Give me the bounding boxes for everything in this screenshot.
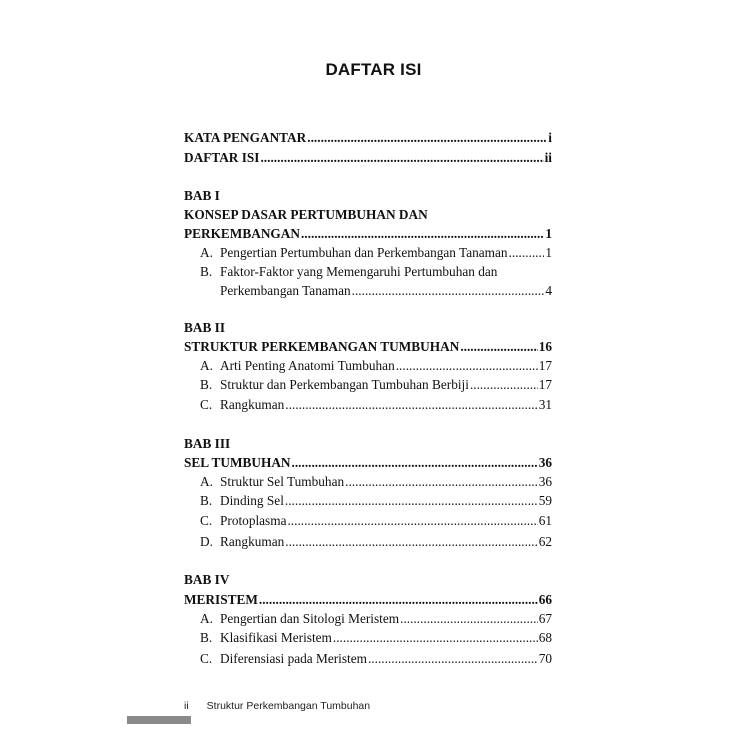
toc-page-number: 59	[538, 493, 552, 508]
leader-dots	[285, 532, 537, 552]
leader-dots	[345, 472, 538, 492]
toc-page-number: 36	[538, 455, 552, 470]
leader-dots	[396, 356, 538, 376]
toc-entry-text: MERISTEM	[184, 592, 258, 607]
toc-entry-text: Struktur Sel Tumbuhan	[220, 474, 345, 489]
toc-entry-text: Rangkuman	[220, 534, 285, 549]
toc-page-number: 16	[538, 339, 552, 354]
toc-subentry[interactable]	[200, 532, 552, 552]
subentry-letter: C.	[200, 651, 213, 666]
leader-dots	[368, 649, 538, 669]
toc-page-number: i	[548, 130, 552, 145]
toc-subentry[interactable]	[200, 262, 552, 282]
toc-entry-text: SEL TUMBUHAN	[184, 455, 291, 470]
toc-entry-bab4[interactable]	[184, 590, 552, 610]
page-title: DAFTAR ISI	[325, 60, 422, 79]
subentry-letter: A.	[200, 358, 213, 373]
toc-entry-text: Arti Penting Anatomi Tumbuhan	[220, 358, 395, 373]
toc-subentry[interactable]	[200, 472, 552, 492]
leader-dots	[287, 511, 537, 531]
toc-entry-text: Faktor-Faktor yang Memengaruhi Pertumbuhan dan	[220, 264, 498, 279]
leader-dots	[400, 609, 538, 629]
toc-entry-text: Pengertian Pertumbuhan dan Perkembangan Tanaman	[220, 245, 508, 260]
toc-entry-text: Struktur dan Perkembangan Tumbuhan Berbiji	[220, 377, 469, 392]
subentry-letter: C.	[200, 513, 213, 528]
subentry-letter: C.	[200, 397, 213, 412]
toc-subentry[interactable]	[200, 356, 552, 376]
toc-entry-text: Pengertian dan Sitologi Meristem	[220, 611, 400, 626]
toc-subentry[interactable]	[200, 395, 552, 415]
leader-dots	[285, 491, 538, 511]
toc-page-number: 31	[538, 397, 552, 412]
toc-entry-daftar-isi[interactable]	[184, 148, 552, 168]
toc-entry-text: Dinding Sel	[220, 493, 284, 508]
leader-dots	[259, 590, 538, 610]
toc-entry-bab3[interactable]	[184, 453, 552, 473]
toc-page-number: 61	[538, 513, 552, 528]
toc-page-number: 36	[538, 474, 552, 489]
leader-dots	[292, 453, 538, 473]
toc-entry-bab1[interactable]	[184, 224, 552, 244]
toc-entry-bab2[interactable]	[184, 337, 552, 357]
subentry-letter: A.	[200, 245, 213, 260]
toc-subentry[interactable]	[200, 511, 552, 531]
toc-entry-text: Rangkuman	[220, 397, 285, 412]
toc-entry-text: PERKEMBANGAN	[184, 226, 300, 241]
chapter-label: BAB III	[184, 436, 231, 451]
leader-dots	[307, 128, 547, 148]
toc-entry-text: STRUKTUR PERKEMBANGAN TUMBUHAN	[184, 339, 460, 354]
chapter-label: BAB II	[184, 320, 226, 335]
leader-dots	[509, 243, 545, 263]
toc-page-number: 62	[538, 534, 552, 549]
toc-entry-text: KATA PENGANTAR	[184, 130, 307, 145]
toc-page-number: ii	[544, 150, 552, 165]
leader-dots	[460, 337, 537, 357]
toc-subentry[interactable]	[200, 491, 552, 511]
footer-page-number: ii	[184, 700, 189, 712]
toc-entry-text: Protoplasma	[220, 513, 287, 528]
subentry-letter: A.	[200, 611, 213, 626]
toc-page-number: 17	[538, 358, 552, 373]
leader-dots	[260, 148, 543, 168]
footer-book-title: Struktur Perkembangan Tumbuhan	[206, 700, 371, 712]
toc-entry-text: Diferensiasi pada Meristem	[220, 651, 367, 666]
subentry-letter: D.	[200, 534, 213, 549]
toc-subentry[interactable]	[200, 609, 552, 629]
toc-page-number: 17	[538, 377, 552, 392]
leader-dots	[333, 628, 538, 648]
toc-subentry-continued[interactable]	[220, 281, 552, 301]
leader-dots	[352, 281, 545, 301]
subentry-letter: B.	[200, 630, 213, 645]
toc-entry-kata-pengantar[interactable]	[184, 128, 552, 148]
toc-page-number: 66	[538, 592, 552, 607]
toc-subentry[interactable]	[200, 375, 552, 395]
subentry-letter: B.	[200, 377, 213, 392]
toc-page-number: 4	[545, 283, 552, 298]
chapter-label: BAB I	[184, 188, 220, 203]
chapter-label: BAB IV	[184, 572, 230, 587]
leader-dots	[285, 395, 537, 415]
page-footer	[184, 700, 370, 712]
toc-page-number: 67	[538, 611, 552, 626]
footer-bar	[127, 716, 191, 724]
toc-page-number: 70	[538, 651, 552, 666]
toc-subentry[interactable]	[200, 649, 552, 669]
toc-subentry[interactable]	[200, 243, 552, 263]
subentry-letter: A.	[200, 474, 213, 489]
subentry-letter: B.	[200, 493, 213, 508]
chapter-title: KONSEP DASAR PERTUMBUHAN DAN	[184, 207, 428, 222]
toc-entry-text: Klasifikasi Meristem	[220, 630, 332, 645]
toc-page-number: 68	[538, 630, 552, 645]
toc-entry-text: Perkembangan Tanaman	[220, 283, 351, 298]
subentry-letter: B.	[200, 264, 213, 279]
leader-dots	[301, 224, 544, 244]
toc-entry-text: DAFTAR ISI	[184, 150, 260, 165]
toc-page-number: 1	[545, 245, 552, 260]
toc-page-number: 1	[545, 226, 552, 241]
toc-subentry[interactable]	[200, 628, 552, 648]
leader-dots	[470, 375, 538, 395]
